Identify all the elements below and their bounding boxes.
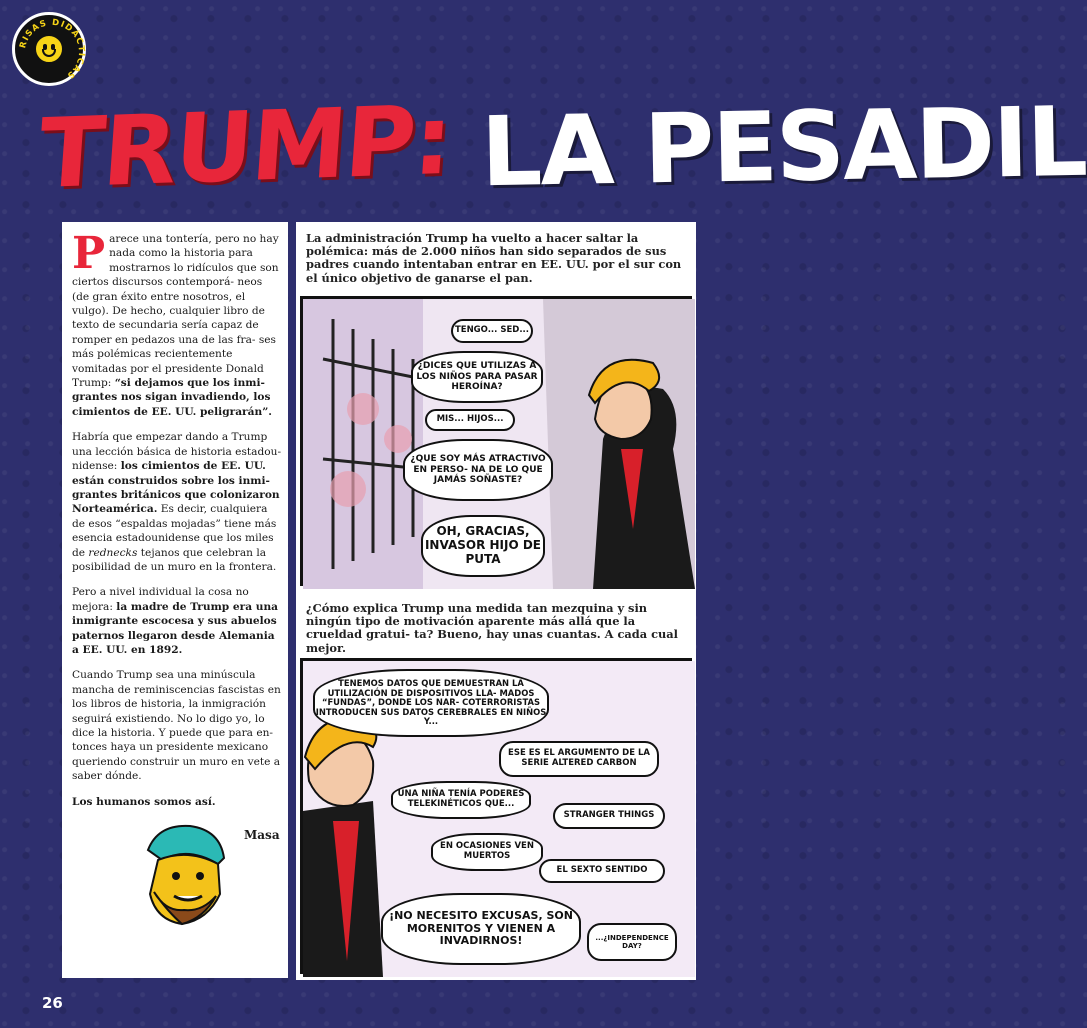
page-number: 26	[42, 994, 63, 1012]
p2-italic: rednecks	[88, 546, 138, 559]
p1-text: arece una tontería, pero no hay nada como la historia para mostrarnos lo ridículos que son ciertos discursos contemporá- neos (de gran éxito entre nosotros, el vulgo). De hecho, cualquier libro de texto de secundaria sería capaz de romper en pedazos una de las fra- ses más polémicas recientemente vomitadas por el presidente Donald Trump:	[72, 233, 279, 390]
speech-bubble: EL SEXTO SENTIDO	[539, 859, 665, 883]
speech-bubble: TENEMOS DATOS QUE DEMUESTRAN LA UTILIZACIÓN DE DISPOSITIVOS LLA- MADOS “FUNDAS”, DONDE LOS NAR- COTERRORISTAS INTRODUCEN SUS DATOS CEREBRALES EN NIÑOS Y...	[313, 669, 549, 737]
speech-bubble: ¿QUE SOY MÁS ATRACTIVO EN PERSO- NA DE LO QUE JAMÁS SOÑASTE?	[403, 439, 553, 501]
dropcap: P	[72, 228, 106, 279]
signature-block	[72, 820, 282, 930]
risas-didacticas-badge	[12, 12, 86, 86]
p5-bold: Los humanos somos así.	[72, 795, 216, 808]
p2-bold: los cimientos de EE. UU. están construidos sobre los inmi- grantes británicos que colonizaron Norteamérica.	[72, 460, 280, 516]
speech-bubble: UNA NIÑA TENÍA PODERES TELEKINÉTICOS QUE...	[391, 781, 531, 819]
speech-bubble: MIS... HIJOS...	[425, 409, 515, 431]
speech-bubble: ESE ES EL ARGUMENTO DE LA SERIE ALTERED CARBON	[499, 741, 659, 777]
comic-caption-1: La administración Trump ha vuelto a hacer saltar la polémica: más de 2.000 niños han sido separados de sus padres cuando intentaban entrar en EE. UU. por el sur con el único objetivo de ganarse el pan.	[296, 232, 696, 285]
speech-bubble: ¿DICES QUE UTILIZAS A LOS NIÑOS PARA PASAR HEROÍNA?	[411, 351, 543, 403]
smiley-icon	[34, 34, 64, 64]
author-portrait-icon	[128, 820, 238, 928]
speech-bubble: ¡NO NECESITO EXCUSAS, SON MORENITOS Y VIENEN A INVADIRNOS!	[381, 893, 581, 965]
article-paragraph-3	[72, 585, 282, 657]
article-paragraph-2	[72, 430, 282, 574]
comic-caption-2: ¿Cómo explica Trump una medida tan mezquina y sin ningún tipo de motivación aparente más allá que la crueldad gratui- ta? Bueno, hay unas cuantas. A cada cual mejor.	[296, 602, 696, 655]
article-column	[62, 222, 288, 978]
badge-text: RISAS DIDÁCTICAS	[18, 17, 87, 81]
speech-bubble: OH, GRACIAS, INVASOR HIJO DE PUTA	[421, 515, 545, 577]
article-paragraph-4: Cuando Trump sea una minúscula mancha de reminiscencias fascistas en los libros de historia, la inmigración seguirá existiendo. No lo digo yo, lo dice la historia. Y puede que para en- tonces haya un presidente mexicano queriendo construir un muro en vete a saber dónde.	[72, 669, 281, 783]
p2-text2: Es decir, cualquiera de esos “espaldas mojadas” tiene más esencia estadounidense que los miles de	[72, 503, 277, 559]
p3-bold: la madre de Trump era una inmigrante escocesa y sus abuelos paternos llegaron desde Alemania a EE. UU. en 1892.	[72, 600, 279, 656]
article-paragraph-1	[72, 228, 282, 419]
comic-panel-1	[300, 296, 692, 586]
p2-text3: tejanos que celebran la posibilidad de un muro en la frontera.	[72, 546, 277, 573]
speech-bubble: STRANGER THINGS	[553, 803, 665, 829]
title-rest: LA PESADIL	[480, 85, 1087, 209]
p1-bold: “si dejamos que los inmi- grantes nos sigan invadiendo, los cimientos de EE. UU. peligrarán”.	[72, 377, 272, 418]
comic-panel-2	[300, 658, 692, 974]
title-trump: TRUMP:	[35, 83, 455, 211]
article-paragraph-5	[72, 795, 282, 809]
speech-bubble: ...¿INDEPENDENCE DAY?	[587, 923, 677, 961]
p3-text: Pero a nivel individual la cosa no mejora:	[72, 586, 249, 613]
p2-text: Habría que empezar dando a Trump una lección básica de historia estadou- nidense:	[72, 431, 282, 473]
page-title	[35, 83, 1087, 211]
speech-bubble: TENGO... SED...	[451, 319, 533, 343]
speech-bubble: EN OCASIONES VEN MUERTOS	[431, 833, 543, 871]
comic-block	[296, 222, 696, 980]
author-signature: Masa	[244, 828, 280, 843]
